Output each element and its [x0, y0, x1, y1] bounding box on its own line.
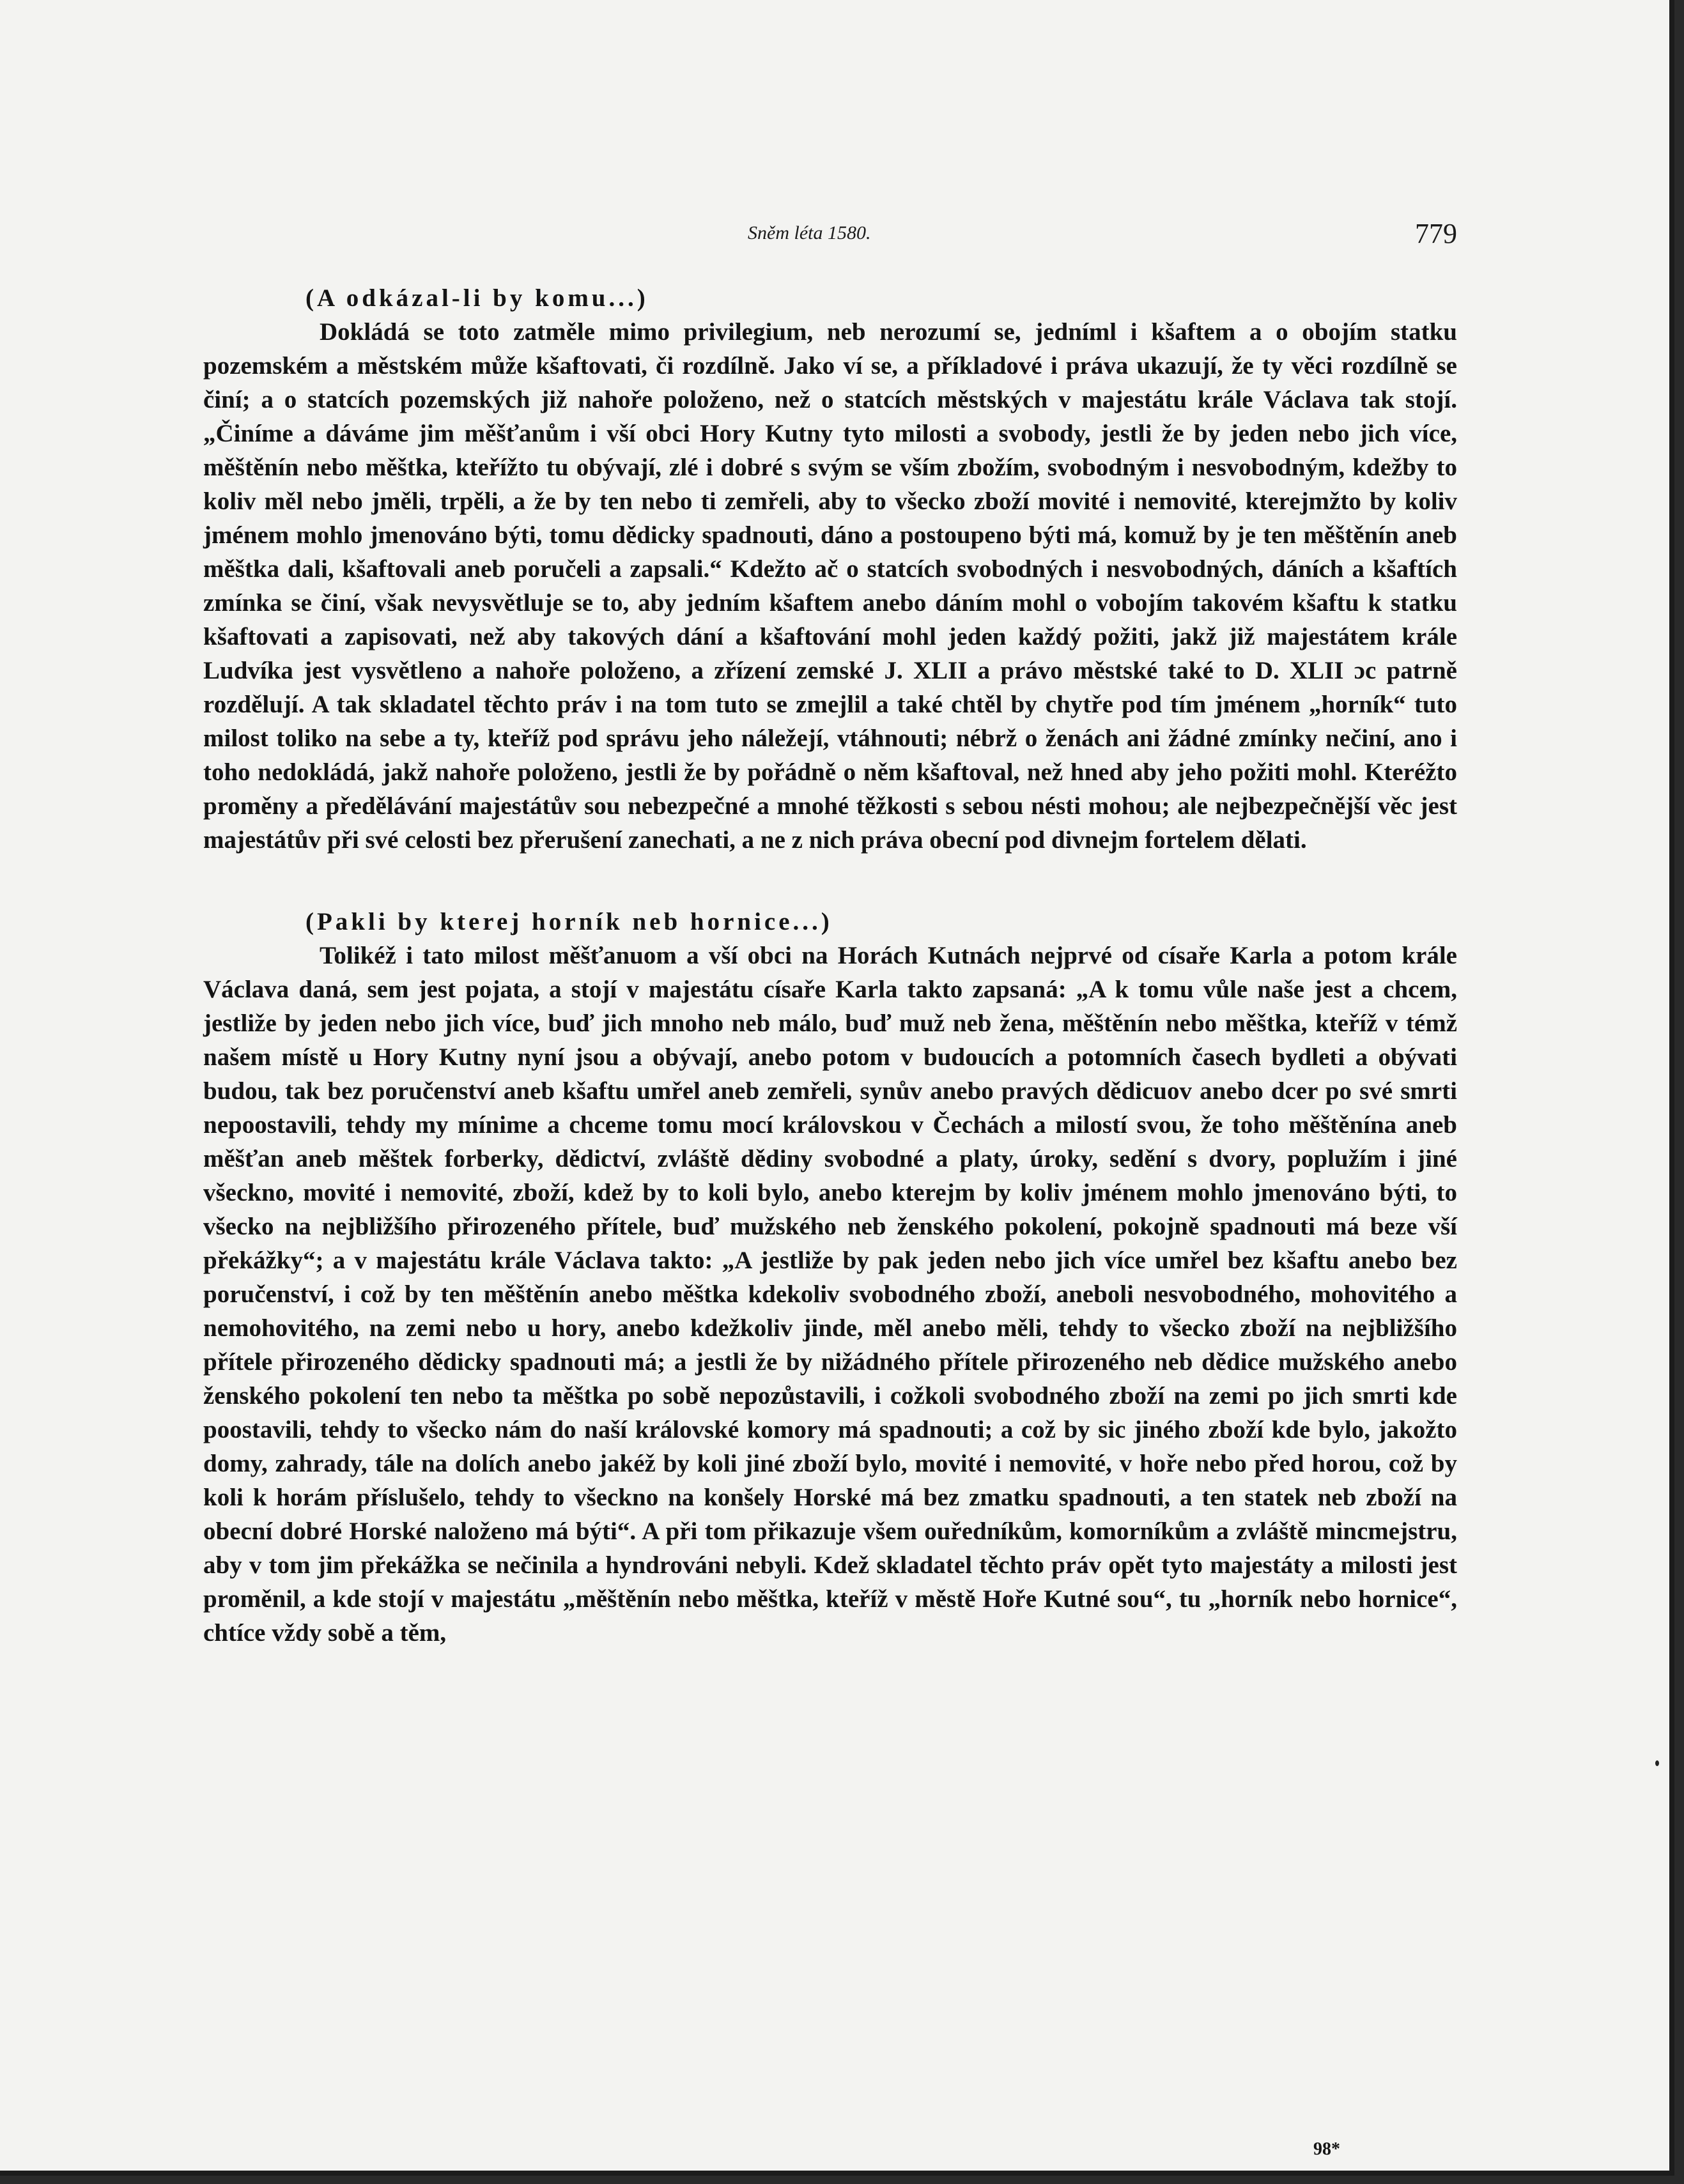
printer-signature-mark: 98* — [1313, 2139, 1340, 2159]
page-number: 779 — [1415, 218, 1457, 249]
page-header — [300, 217, 1457, 256]
section-heading: (A odkázal-li by komu...) — [305, 284, 649, 312]
section-heading: (Pakli by kterej horník neb hornice...) — [305, 908, 833, 935]
scan-speck — [1655, 1760, 1659, 1766]
section-testament — [203, 281, 1457, 857]
running-title: Sněm léta 1580. — [748, 222, 871, 243]
section-hornik — [203, 905, 1457, 1650]
section-paragraph: Dokládá se toto zatměle mimo privilegium, neb nerozumí se, jedníml i kšaftem a o obojím statku pozemském a městském může kšaftovati, či rozdílně. Jako ví se, a příkladové i práva ukazují, že ty věci rozdílně se činí; a o statcích pozemských již nahoře položeno, než o statcích městských v majestátu krále Václava tak stojí. „Činíme a dáváme jim měšťanům i vší obci Hory Kutny tyto milosti a svobody, jestli že by jeden nebo jich více, měštěnín nebo měštka, kteřížto tu obývají, zlé i dobré s svým se vším zbožím, svobodným i nesvobodným, kdežby to koliv měl nebo jměli, trpěli, a že by ten nebo ti zemřeli, aby to všecko zboží movité i nemovité, kterejmžto by koliv jménem mohlo jmenováno býti, tomu dědicky spadnouti, dáno a postoupeno býti má, komuž by je ten měštěnín aneb měštka dali, kšaftovali aneb poručeli a zapsali.“ Kdežto ač o statcích svobodných i nesvobodných, dáních a kšaftích zmínka se činí, však nevysvětluje se to, aby jedním kšaftem anebo dáním mohl o vobojím takovém kšaftu k statku kšaftovati a zapisovati, než aby takových dání a kšaftování mohl jeden každý požiti, jakž již majestátem krále Ludvíka jest vysvětleno a nahoře položeno, a zřízení zemské J. XLII a právo městské také to D. XLII ɔc patrně rozdělují. A tak skladatel těchto práv i na tom tuto se zmejlil a také chtěl by chytře pod tím jménem „horník“ tuto milost toliko na sebe a ty, kteříž pod správu jeho náležejí, vtáhnouti; nébrž o ženách ani žádné zmínky nečiní, ano i toho nedokládá, jakž nahoře položeno, jestli že by pořádně o něm kšaftoval, než hned aby jeho požiti mohl. Kteréžto proměny a předělávání majestátův sou nebezpečné a mnohé těžkosti s sebou nésti mohou; ale nejbezpečnější věc jest majestátův při své celosti bez přerušení zanechati, a ne z nich práva obecní pod divnejm fortelem dělati. — [203, 318, 1457, 854]
body-text — [203, 281, 1457, 1650]
section-paragraph: Tolikéž i tato milost měšťanuom a vší obci na Horách Kutnách nejprvé od císaře Karla a potom krále Václava daná, sem jest pojata, a stojí v majestátu císaře Karla takto zapsaná: „A k tomu vůle naše jest a chcem, jestliže by jeden nebo jich více, buď jich mnoho neb málo, buď muž neb žena, měštěnín nebo měštka, kteříž v témž našem místě u Hory Kutny nyní jsou a obývají, anebo potom v budoucích a potomních časech bydleti a obývati budou, tak bez poručenství aneb kšaftu umřel aneb zemřeli, synův anebo pravých dědicuov anebo dcer po své smrti nepoostavili, tehdy my mínime a chceme tomu mocí královskou v Čechách a milostí svou, že toho měštěnína aneb měšťan aneb měštek forberky, dědictví, zvláště dědiny svobodné a platy, úroky, sedění s dvory, poplužím i jiné všeckno, movité i nemovité, zboží, kdež by to koli bylo, anebo kterejm by koliv jménem mohlo jmenováno býti, to všecko na nejbližšího přirozeného přítele, buď mužského neb ženského pokolení, pokojně spadnouti má beze vší překážky“; a v majestátu krále Václava takto: „A jestliže by pak jeden nebo jich více umřel bez kšaftu anebo bez poručenství, i což by ten měštěnín anebo měštka kdekoliv svobodného zboží, aneboli nesvobodného, mohovitého a nemohovitého, na zemi nebo u hory, anebo kdežkoliv jinde, měl anebo měli, tehdy to všecko zboží na nejbližšího přítele přirozeného dědicky spadnouti má; a jestli že by nižádného přítele přirozeného neb dědice mužského anebo ženského pokolení ten nebo ta měštka po sobě nepozůstavili, i cožkoli svobodného zboží na zemi po jich smrti kde poostavili, tehdy to všecko nám do naší královské komory má spadnouti; a což by sic jiného zboží kde bylo, jakožto domy, zahrady, tále na dolích anebo jakéž by koli jiné zboží bylo, movité i nemovité, v hoře nebo před horou, což by koli k horám příslušelo, tehdy to všeckno na konšely Horské má bez zmatku spadnouti, a ten statek neb zboží na obecní dobré Horské naloženo má býti“. A při tom přikazuje všem ouředníkům, komorníkům a zvláště mincmejstru, aby v tom jim překážka se nečinila a hyndrováni nebyli. Kdež skladatel těchto práv opět tyto majestáty a milosti jest proměnil, a kde stojí v majestátu „měštěnín nebo měštka, kteříž v městě Hoře Kutné sou“, tu „horník nebo hornice“, chtíce vždy sobě a těm, — [203, 942, 1457, 1647]
